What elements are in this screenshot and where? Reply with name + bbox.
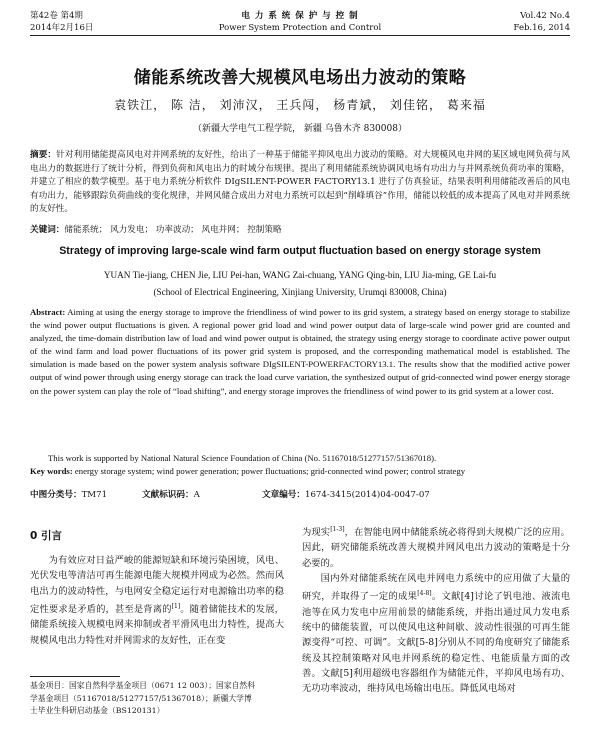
abstract-en [30,306,570,398]
keywords-cn-text: 储能系统； 风力发电； 功率波动； 风电并网； 控制策略 [64,225,282,235]
citation-ref: [4-8] [417,590,432,598]
paper-title-cn: 储能系统改善大规模风电场出力波动的策略 [133,68,467,88]
keywords-en-text: energy storage system; wind power generation; power fluctuations; grid-connected wind power; control strategy [74,466,466,476]
right-p2-text: 。文献[4]讨论了钒电池、液流电池等在风力发电中应用前景的储能系统，并指出通过风力发电系统中的储能装置，可以使风电这种间歇、波动性很强的可再生能源变得“可控、可调”。文献[5-8]分别从不同的角度研究了储能系统及其控制策略对风电并网系统的稳定性、电能质量方面的改善。文献[5]利用超级电容器组作为储能元件，平抑风电场有功、无功功率波动，维持风电场输出电压。降低风电场对 [302,591,570,695]
abstract-en-text: Aiming at using the energy storage to improve the friendliness of wind power to its grid system, a strategy based on energy storage to stabilize the wind power output fluctuations is given. A regional power grid load and wind power output data of large-scale wind power grid are counted and analyzed, the time-domain distribution law of load and wind power output is obtained, the strategy using energy storage to coordinate active power output of the wind farm and load power fluctuations of its power grid system is proposed, and the corresponding mathematical model is established. The simulation is made based on the power system analysis software DIgSILENT-POWERFACTORY13.1. The results show that the modified active power output of wind power through using energy storage can track the load curve variation, the synthesized output of grid-connected wind power energy storage on the power system can play the role of “load shifting”, and energy storage improves the friendliness of wind power to its grid system at a lower cost. [30,307,570,396]
keywords-en-label: Key words: [30,466,73,476]
right-p1-start: 为现实 [302,527,331,539]
right-paragraph-1 [302,522,570,571]
right-p1-text: ，在智能电网中储能系统必将得到大规模广泛的应用。因此，研究储能系统改善大规模并网风电出力波动的策略是十分必要的。 [302,527,570,569]
header-journal-en: Power System Protection and Control [218,23,382,33]
doc-code [142,489,200,501]
abstract-cn-text: 针对利用储能提高风电对并网系统的友好性，给出了一种基于储能平抑风电出力波动的策略。对大规模风电并网的某区域电网负荷与风电出力的数据进行了统计分析，得到负荷和风电出力的时域分布规律。提出了利用储能系统协调风电场有功出力与并网系统负荷功率的策略，并建立了相应的数学模型。基于电力系统分析软件 DIgSILENT-POWER FACTORY13.1 进行了仿真验证，结果表明利用储能改善后的风电有功出力，能够跟踪负荷曲线的变化规律，并网风储合成出力对电力系统可以起到“削峰填谷”作用，储能以较低的成本提高了风电对并网系统的友好性。 [30,150,570,214]
running-header [30,10,570,36]
article-number-value: 1674-3415(2014)04-0047-07 [304,490,430,500]
keywords-cn-label: 关键词： [30,225,65,235]
article-number [262,489,430,501]
header-date-en: Feb.16, 2014 [513,23,570,33]
abstract-en-label: Abstract: [30,307,66,317]
doc-code-label: 文献标识码： [142,490,194,500]
citation-ref: [1] [171,602,181,610]
header-date-cn: 2014年2月16日 [30,23,94,33]
footnote-line-3: 士毕业生科研启动基金（BS120131） [30,706,165,715]
left-column [30,522,284,648]
paper-title-en: Strategy of improving large-scale wind farm output fluctuation based on energy storage system [59,245,541,257]
intro-paragraph [30,553,284,648]
right-p2-start: 国内外对储能系统在风电并网电力系统中的应用做了大量的研究，并取得了一定的成果 [302,572,570,603]
abstract-cn [30,149,570,217]
footnote-line-1: 基金项目：国家自然科学基金项目（0671 12 003）；国家自然科 [30,681,256,690]
intro-text-start: 为有效应对日益严峻的能源短缺和环境污染困境，风电、光伏发电等清洁可再生能源电能大规模并网成为必然。然而风电出力的波动特性，与电网安全稳定运行对电源输出功率的稳定性要求是矛盾的，甚至是背离的 [30,555,284,615]
header-vol-en: Vol.42 No.4 [520,11,570,21]
citation-ref: [1-3] [330,526,345,533]
intro-text-end: 。随着储能技术的发展，储能系统接入规模电网来抑制或者平滑风电出力特性，提高大规模风电出力特性对并网需求的友好性，正在变 [30,603,284,646]
clc-label: 中图分类号： [30,490,82,500]
clc-number [30,489,107,501]
clc-value: TM71 [81,490,108,500]
funding-statement-en: This work is supported by National Natural Science Foundation of China (No. 51167018/51277157/51367018). [48,453,437,463]
right-column [302,522,570,696]
footnote-divider [30,676,120,677]
author-list-cn: 袁铁江， 陈 洁， 刘沛汉， 王兵闯， 杨青斌， 刘佳铭， 葛来福 [114,98,486,112]
section-heading-intro: 0 引言 [30,530,62,542]
header-volume: 第42卷 第4期 [30,11,83,21]
header-journal-cn: 电 力 系 统 保 护 与 控 制 [241,11,359,21]
funding-footnote-cn [30,680,284,718]
right-paragraph-2 [302,571,570,696]
affiliation-cn: （新疆大学电气工程学院， 新疆 乌鲁木齐 830008） [193,124,407,134]
article-number-label: 文章编号： [262,490,305,500]
header-issue-en [514,10,570,34]
keywords-en [30,465,570,478]
author-list-en: YUAN Tie-jiang, CHEN Jie, LIU Pei-han, WANG Zai-chuang, YANG Qing-bin, LIU Jia-ming, GE Lai-fu [103,270,497,280]
header-journal [30,10,570,34]
abstract-cn-label: 摘要： [30,150,57,160]
footnote-line-2: 学基金项目（51167018/51277157/51367018）；新疆大学博 [30,693,252,703]
doc-code-value: A [193,490,200,500]
keywords-cn [30,224,570,237]
affiliation-en: (School of Electrical Engineering, Xinjiang University, Urumqi 830008, China) [153,287,447,297]
